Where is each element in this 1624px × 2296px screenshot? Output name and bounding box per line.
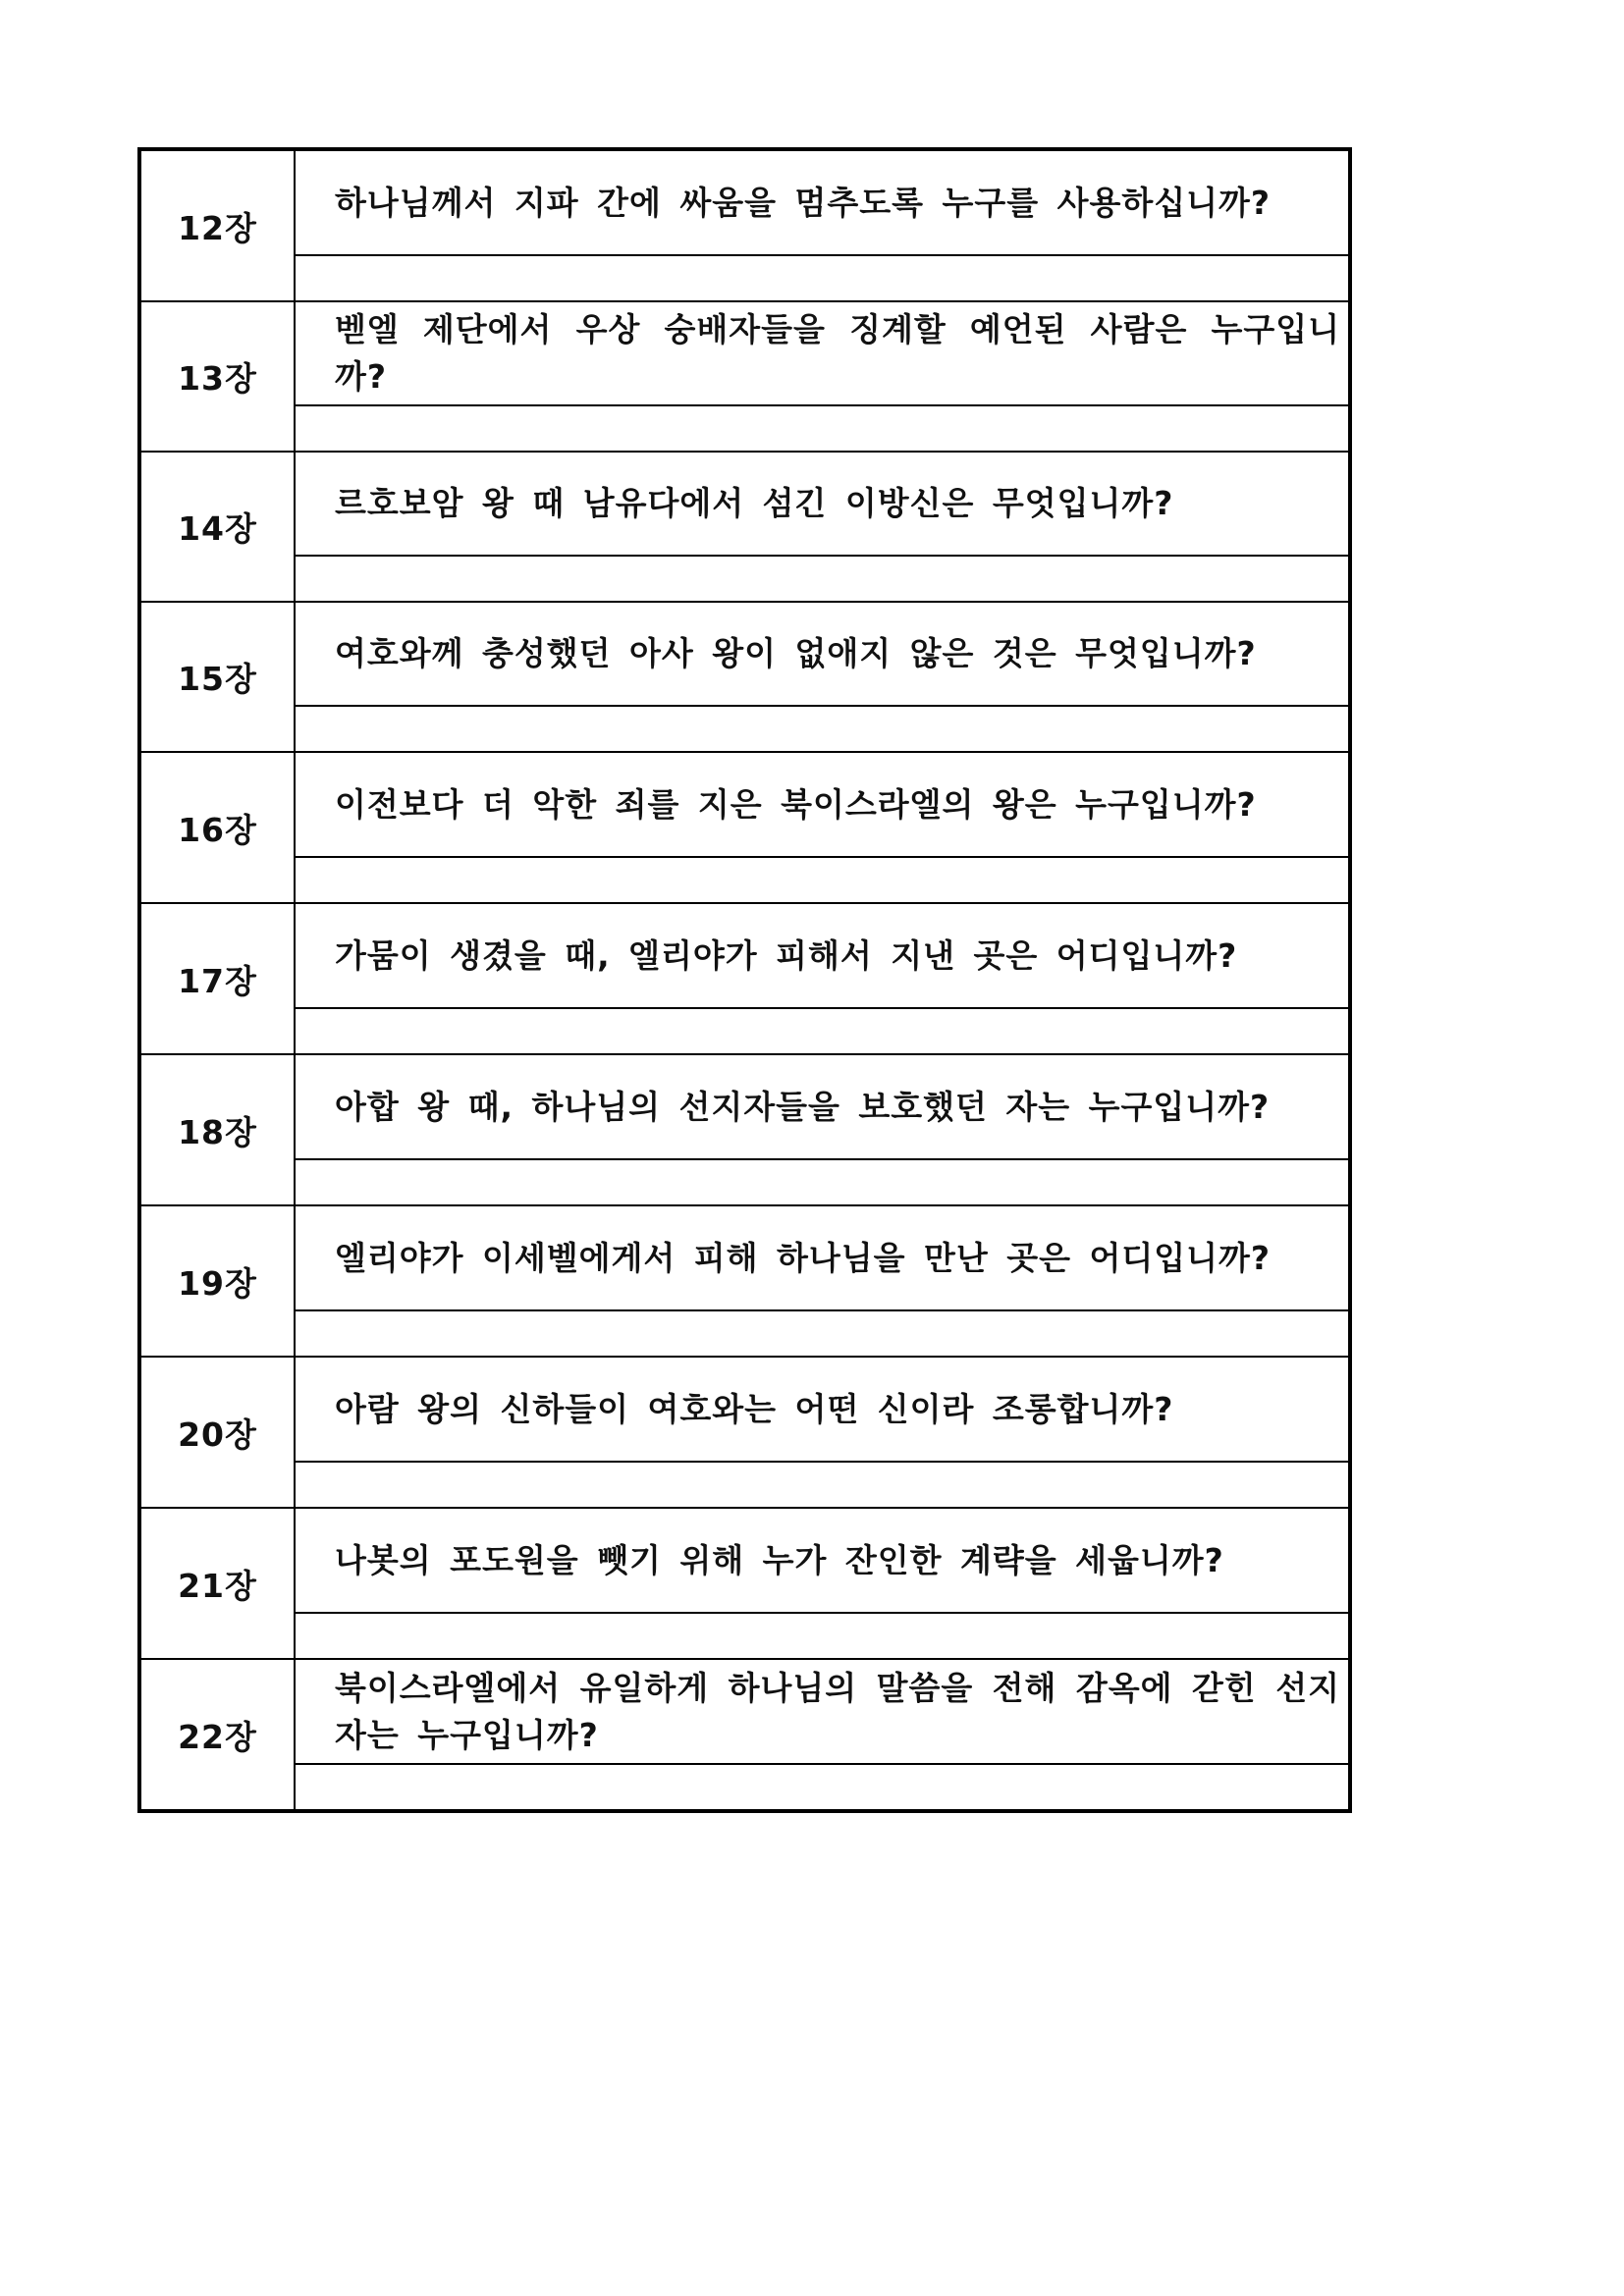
chapter-label: 14장 [139, 452, 295, 602]
question-text: 아합 왕 때, 하나님의 선지자들을 보호했던 자는 누구입니까? [295, 1054, 1350, 1159]
question-text: 북이스라엘에서 유일하게 하나님의 말씀을 전해 감옥에 갇힌 선지자는 누구입니까? [295, 1659, 1350, 1764]
question-row [139, 1508, 1350, 1613]
question-row [139, 452, 1350, 556]
chapter-label: 20장 [139, 1357, 295, 1508]
question-row [139, 903, 1350, 1008]
question-row [139, 149, 1350, 255]
answer-row [139, 1310, 1350, 1357]
quiz-table-body [139, 149, 1350, 1811]
question-row [139, 1357, 1350, 1462]
question-row [139, 1205, 1350, 1310]
question-text: 엘리야가 이세벨에게서 피해 하나님을 만난 곳은 어디입니까? [295, 1205, 1350, 1310]
answer-field[interactable] [295, 1462, 1350, 1508]
answer-field[interactable] [295, 255, 1350, 301]
answer-row [139, 1613, 1350, 1659]
answer-field[interactable] [295, 706, 1350, 752]
question-text: 벧엘 제단에서 우상 숭배자들을 징계할 예언된 사람은 누구입니까? [295, 301, 1350, 405]
chapter-label: 18장 [139, 1054, 295, 1205]
answer-row [139, 706, 1350, 752]
answer-row [139, 1008, 1350, 1054]
question-text: 아람 왕의 신하들이 여호와는 어떤 신이라 조롱합니까? [295, 1357, 1350, 1462]
chapter-label: 21장 [139, 1508, 295, 1659]
chapter-label: 13장 [139, 301, 295, 452]
chapter-label: 22장 [139, 1659, 295, 1811]
answer-field[interactable] [295, 1764, 1350, 1811]
question-text: 르호보암 왕 때 남유다에서 섬긴 이방신은 무엇입니까? [295, 452, 1350, 556]
answer-field[interactable] [295, 1008, 1350, 1054]
question-text: 여호와께 충성했던 아사 왕이 없애지 않은 것은 무엇입니까? [295, 602, 1350, 706]
answer-row [139, 857, 1350, 903]
question-text: 나봇의 포도원을 뺏기 위해 누가 잔인한 계략을 세웁니까? [295, 1508, 1350, 1613]
answer-row [139, 405, 1350, 452]
answer-row [139, 556, 1350, 602]
answer-field[interactable] [295, 1613, 1350, 1659]
answer-field[interactable] [295, 1310, 1350, 1357]
question-text: 하나님께서 지파 간에 싸움을 멈추도록 누구를 사용하십니까? [295, 149, 1350, 255]
question-row [139, 301, 1350, 405]
quiz-table [137, 147, 1352, 1813]
answer-field[interactable] [295, 405, 1350, 452]
chapter-label: 12장 [139, 149, 295, 301]
answer-field[interactable] [295, 1159, 1350, 1205]
question-row [139, 752, 1350, 857]
question-row [139, 1054, 1350, 1159]
question-text: 이전보다 더 악한 죄를 지은 북이스라엘의 왕은 누구입니까? [295, 752, 1350, 857]
chapter-label: 15장 [139, 602, 295, 752]
answer-row [139, 1764, 1350, 1811]
answer-row [139, 1159, 1350, 1205]
answer-field[interactable] [295, 857, 1350, 903]
question-text: 가뭄이 생겼을 때, 엘리야가 피해서 지낸 곳은 어디입니까? [295, 903, 1350, 1008]
answer-row [139, 255, 1350, 301]
chapter-label: 19장 [139, 1205, 295, 1357]
question-row [139, 602, 1350, 706]
answer-row [139, 1462, 1350, 1508]
chapter-label: 17장 [139, 903, 295, 1054]
question-row [139, 1659, 1350, 1764]
chapter-label: 16장 [139, 752, 295, 903]
answer-field[interactable] [295, 556, 1350, 602]
